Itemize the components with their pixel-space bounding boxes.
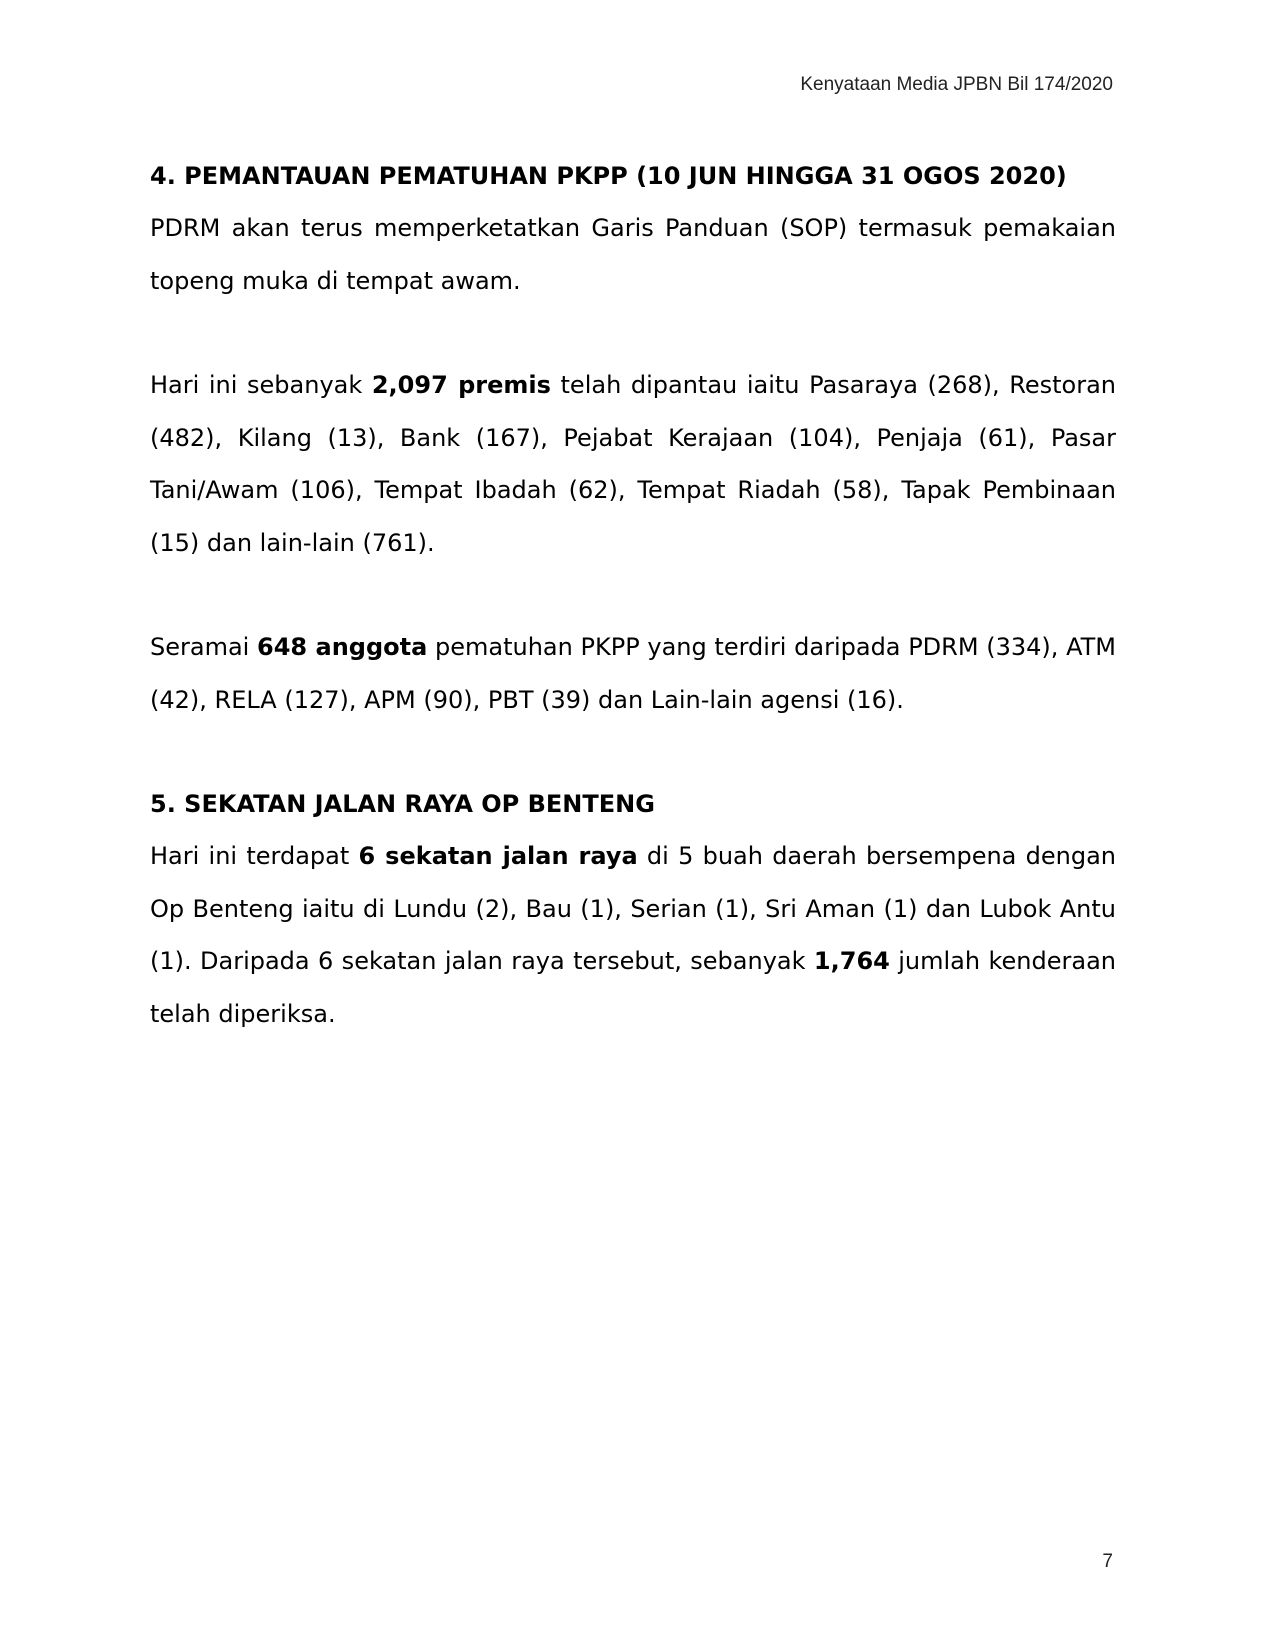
section-4-intro-paragraph: PDRM akan terus memperketatkan Garis Panduan (SOP) termasuk pemakaian topeng muka di tempat awam. [150, 214, 1116, 295]
premises-detail-text: telah dipantau iaitu Pasaraya (268), Restoran (482), Kilang (13), Bank (167), Pejabat Kerajaan (104), Penjaja (61), Pasar Tani/Awam (106), Tempat Ibadah (62), Tempat Riadah (58), Tapak Pembinaan (15) dan lain-lain (761). [150, 371, 1117, 557]
roadblock-closing-text: jumlah kenderaan telah diperiksa. [150, 947, 1116, 1028]
members-detail-text: pematuhan PKPP yang terdiri daripada PDRM (334), ATM (42), RELA (127), APM (90), PBT (39) dan Lain-lain agensi (16). [150, 633, 1116, 714]
paragraph-spacer [150, 307, 1116, 359]
members-lead-text: Seramai [150, 633, 258, 661]
roadblock-paragraph [150, 830, 1116, 1040]
members-count: 648 anggota [257, 633, 428, 661]
paragraph-spacer [150, 569, 1116, 621]
roadblock-detail-text: di 5 buah daerah bersempena dengan Op Benteng iaitu di Lundu (2), Bau (1), Serian (1), Sri Aman (1) dan Lubok Antu (1). Daripada 6 sekatan jalan raya tersebut, sebanyak [150, 842, 1116, 975]
section-5-heading: 5. SEKATAN JALAN RAYA OP BENTENG [150, 790, 655, 818]
paragraph-spacer [150, 726, 1116, 778]
page-number: 7 [1102, 1551, 1113, 1572]
members-paragraph [150, 621, 1116, 726]
roadblock-lead-text: Hari ini terdapat [150, 842, 359, 870]
premises-lead-text: Hari ini sebanyak [150, 371, 372, 399]
premises-count: 2,097 premis [371, 371, 551, 399]
section-4-heading: 4. PEMANTAUAN PEMATUHAN PKPP (10 JUN HINGGA 31 OGOS 2020) [150, 162, 1067, 190]
premises-paragraph [150, 359, 1116, 569]
roadblock-count: 6 sekatan jalan raya [358, 842, 638, 870]
vehicles-checked-count: 1,764 [813, 947, 890, 975]
document-body [150, 150, 1116, 1040]
page-header: Kenyataan Media JPBN Bil 174/2020 [800, 74, 1113, 95]
